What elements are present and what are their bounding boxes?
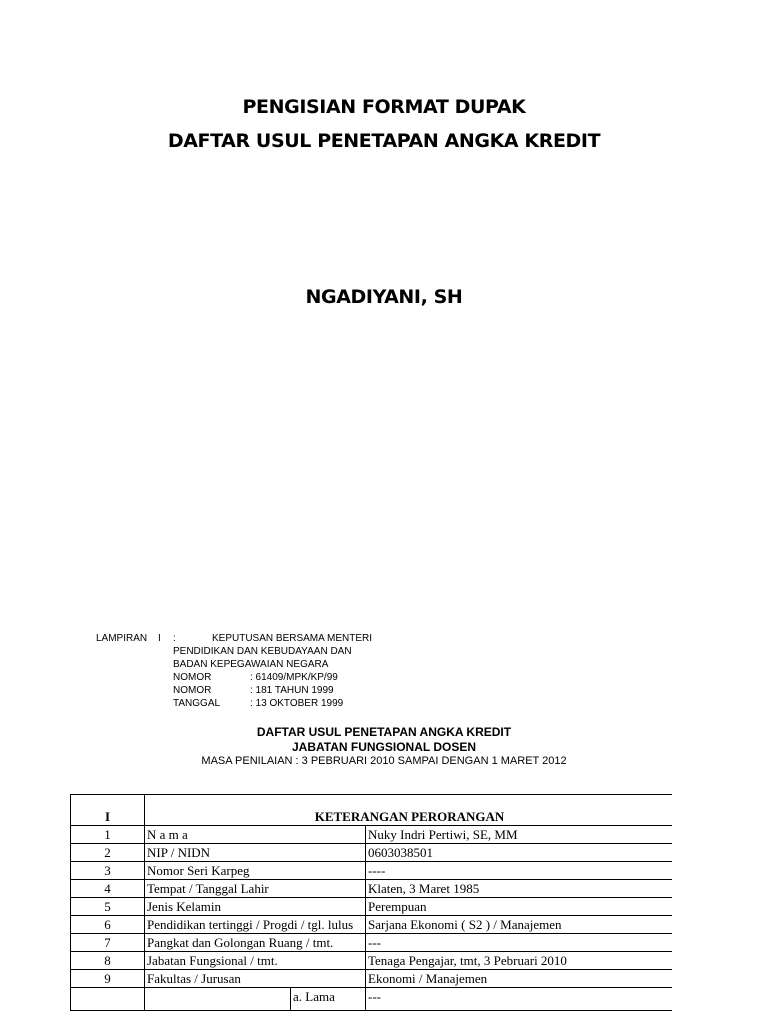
- nomor2-value: : 181 TAHUN 1999: [250, 685, 334, 696]
- form-period: MASA PENILAIAN : 3 PEBRUARI 2010 SAMPAI DENGAN 1 MARET 2012: [201, 755, 567, 767]
- form-heading-2: JABATAN FUNGSIONAL DOSEN: [291, 740, 476, 754]
- table-row: [71, 934, 675, 952]
- row-label: Fakultas / Jurusan: [145, 970, 366, 988]
- row-number: 8: [71, 952, 145, 970]
- tanggal-label: TANGGAL: [173, 698, 221, 709]
- table-header-row: [71, 795, 675, 826]
- row-label: Jenis Kelamin: [145, 898, 366, 916]
- row-number: 3: [71, 862, 145, 880]
- row-value: Sarjana Ekonomi ( S2 ) / Manajemen: [366, 916, 675, 934]
- nomor1-label: NOMOR: [173, 672, 212, 683]
- row-value: Nuky Indri Pertiwi, SE, MM: [366, 826, 675, 844]
- tanggal-value: : 13 OKTOBER 1999: [250, 698, 344, 709]
- table-row: [71, 880, 675, 898]
- row-label: Pangkat dan Golongan Ruang / tmt.: [145, 934, 366, 952]
- lampiran-line3: BADAN KEPEGAWAIAN NEGARA: [173, 659, 329, 670]
- table-row: [71, 826, 675, 844]
- row-value: Klaten, 3 Maret 1985: [366, 880, 675, 898]
- row-value: ---: [366, 934, 675, 952]
- row-value: Ekonomi / Manajemen: [366, 970, 675, 988]
- table-row: [71, 916, 675, 934]
- section-number: I: [71, 795, 145, 826]
- row-number: 9: [71, 970, 145, 988]
- section-title: KETERANGAN PERORANGAN: [145, 795, 675, 826]
- row-value: Perempuan: [366, 898, 675, 916]
- row-number: 7: [71, 934, 145, 952]
- personal-info-table: [70, 794, 675, 1011]
- nomor1-value: : 61409/MPK/KP/99: [250, 672, 338, 683]
- row-number: 4: [71, 880, 145, 898]
- lampiran-roman: I: [158, 633, 161, 644]
- lampiran-line1: KEPUTUSAN BERSAMA MENTERI: [212, 633, 373, 644]
- row-number: 6: [71, 916, 145, 934]
- lampiran-colon: :: [173, 633, 176, 644]
- row-sub-label: a. Lama: [291, 988, 366, 1011]
- row-label: Nomor Seri Karpeg: [145, 862, 366, 880]
- row-label: Jabatan Fungsional / tmt.: [145, 952, 366, 970]
- table-row: [71, 970, 675, 988]
- row-value: 0603038501: [366, 844, 675, 862]
- form-heading-1: DAFTAR USUL PENETAPAN ANGKA KREDIT: [256, 725, 512, 739]
- row-number: 2: [71, 844, 145, 862]
- lampiran-label: LAMPIRAN: [96, 633, 148, 644]
- table-row: [71, 988, 675, 1011]
- table-row: [71, 844, 675, 862]
- row-number: 5: [71, 898, 145, 916]
- nomor2-label: NOMOR: [173, 685, 212, 696]
- row-label: NIP / NIDN: [145, 844, 366, 862]
- row-label: Pendidikan tertinggi / Progdi / tgl. lulus: [145, 916, 366, 934]
- row-label: Tempat / Tanggal Lahir: [145, 880, 366, 898]
- table-row: [71, 952, 675, 970]
- row-label: N a m a: [145, 826, 366, 844]
- row-number-empty: [71, 988, 145, 1011]
- row-value: ----: [366, 862, 675, 880]
- table-row: [71, 862, 675, 880]
- cover-person-name: NGADIYANI, SH: [305, 286, 463, 308]
- row-label-empty: [145, 988, 291, 1011]
- row-number: 1: [71, 826, 145, 844]
- cover-title-line1: PENGISIAN FORMAT DUPAK: [242, 96, 526, 118]
- lampiran-line2: PENDIDIKAN DAN KEBUDAYAAN DAN: [173, 646, 352, 657]
- table-row: [71, 898, 675, 916]
- row-value: ---: [366, 988, 675, 1011]
- row-value: Tenaga Pengajar, tmt, 3 Pebruari 2010: [366, 952, 675, 970]
- page-right-margin: [672, 780, 768, 1024]
- cover-title-line2: DAFTAR USUL PENETAPAN ANGKA KREDIT: [167, 130, 601, 152]
